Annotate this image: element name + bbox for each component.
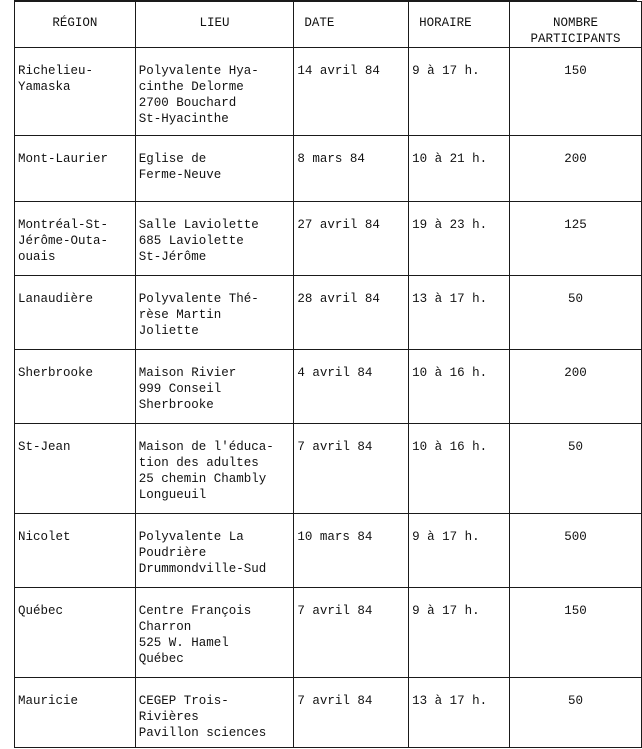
cell-date: 28 avril 84 (294, 276, 409, 350)
cell-date: 7 avril 84 (294, 588, 409, 678)
cell-lieu: CEGEP Trois- Rivières Pavillon sciences (135, 678, 294, 748)
cell-participants: 200 (510, 350, 642, 424)
cell-participants: 50 (510, 276, 642, 350)
header-lieu: LIEU (135, 2, 294, 48)
cell-horaire: 13 à 17 h. (409, 276, 510, 350)
cell-participants: 125 (510, 202, 642, 276)
cell-lieu: Maison de l'éduca- tion des adultes 25 chemin Chambly Longueuil (135, 424, 294, 514)
cell-horaire: 9 à 17 h. (409, 48, 510, 136)
cell-lieu: Salle Laviolette 685 Laviolette St-Jérôme (135, 202, 294, 276)
cell-horaire: 19 à 23 h. (409, 202, 510, 276)
table-row (15, 424, 642, 514)
cell-region: Lanaudière (15, 276, 136, 350)
table-row (15, 588, 642, 678)
cell-lieu: Maison Rivier 999 Conseil Sherbrooke (135, 350, 294, 424)
cell-lieu: Centre François Charron 525 W. Hamel Québec (135, 588, 294, 678)
cell-horaire: 9 à 17 h. (409, 588, 510, 678)
cell-date: 4 avril 84 (294, 350, 409, 424)
cell-participants: 500 (510, 514, 642, 588)
table-row (15, 48, 642, 136)
cell-date: 10 mars 84 (294, 514, 409, 588)
cell-date: 8 mars 84 (294, 136, 409, 202)
cell-region: Sherbrooke (15, 350, 136, 424)
table-row (15, 136, 642, 202)
cell-lieu: Polyvalente La Poudrière Drummondville-Sud (135, 514, 294, 588)
table-row (15, 276, 642, 350)
cell-date: 7 avril 84 (294, 678, 409, 748)
cell-lieu: Polyvalente Thé- rèse Martin Joliette (135, 276, 294, 350)
cell-participants: 150 (510, 48, 642, 136)
header-date: DATE (294, 2, 409, 48)
cell-date: 27 avril 84 (294, 202, 409, 276)
header-horaire: HORAIRE (409, 2, 510, 48)
events-table (14, 1, 642, 748)
table-header-row (15, 2, 642, 48)
table-row (15, 678, 642, 748)
table-row (15, 202, 642, 276)
cell-participants: 50 (510, 424, 642, 514)
cell-lieu: Polyvalente Hya- cinthe Delorme 2700 Bouchard St-Hyacinthe (135, 48, 294, 136)
header-region: RÉGION (15, 2, 136, 48)
table-row (15, 350, 642, 424)
cell-region: Québec (15, 588, 136, 678)
header-nombre-participants: NOMBRE PARTICIPANTS (510, 2, 642, 48)
cell-horaire: 10 à 21 h. (409, 136, 510, 202)
cell-participants: 150 (510, 588, 642, 678)
cell-region: Mont-Laurier (15, 136, 136, 202)
cell-participants: 200 (510, 136, 642, 202)
table-row (15, 514, 642, 588)
cell-horaire: 13 à 17 h. (409, 678, 510, 748)
cell-date: 14 avril 84 (294, 48, 409, 136)
cell-region: Richelieu- Yamaska (15, 48, 136, 136)
cell-horaire: 9 à 17 h. (409, 514, 510, 588)
cell-date: 7 avril 84 (294, 424, 409, 514)
cell-participants: 50 (510, 678, 642, 748)
cell-region: Montréal-St- Jérôme-Outa- ouais (15, 202, 136, 276)
cell-horaire: 10 à 16 h. (409, 424, 510, 514)
cell-lieu: Eglise de Ferme-Neuve (135, 136, 294, 202)
cell-horaire: 10 à 16 h. (409, 350, 510, 424)
cell-region: St-Jean (15, 424, 136, 514)
cell-region: Nicolet (15, 514, 136, 588)
cell-region: Mauricie (15, 678, 136, 748)
